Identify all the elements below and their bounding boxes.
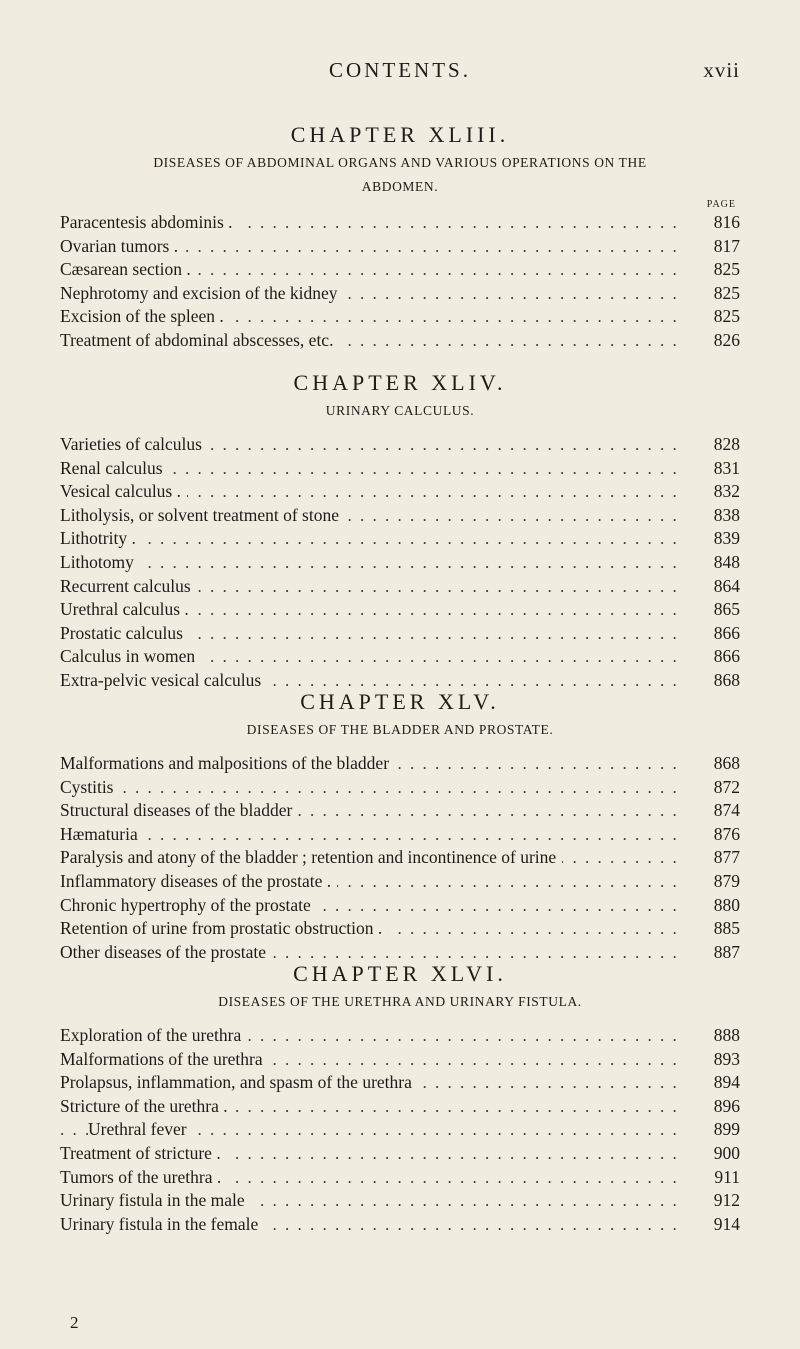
toc-entry-page: 864	[692, 575, 740, 599]
toc-entry-page: 914	[692, 1213, 740, 1237]
toc-entry[interactable]	[60, 329, 740, 353]
toc-entry-title: Vesical calculus .	[60, 481, 187, 501]
toc-entry[interactable]	[60, 1142, 740, 1166]
toc-entry-title: Cystitis	[60, 777, 120, 797]
toc-entry-title: Litholysis, or solvent treatment of stone	[60, 505, 345, 525]
toc-entry-page: 838	[692, 504, 740, 528]
toc-entry[interactable]	[60, 1071, 740, 1095]
toc-entry-title: Prostatic calculus	[60, 623, 189, 643]
toc-entry-page: 912	[692, 1189, 740, 1213]
toc-entry[interactable]	[60, 211, 740, 235]
toc-entry-title: Retention of urine from prostatic obstruction .	[60, 918, 388, 938]
signature-mark: 2	[70, 1313, 79, 1332]
toc-entry-page: 826	[692, 329, 740, 353]
toc-entry-page: 874	[692, 799, 740, 823]
toc-entry[interactable]	[60, 575, 740, 599]
toc-entry[interactable]	[60, 1095, 740, 1119]
toc-entry[interactable]	[60, 776, 740, 800]
toc-entry-title: Varieties of calculus	[60, 434, 208, 454]
chapter-section	[60, 958, 740, 1236]
running-head-title: CONTENTS.	[329, 58, 471, 82]
toc-entry-page: 872	[692, 776, 740, 800]
toc-entry[interactable]	[60, 527, 740, 551]
toc-entry-title: Chronic hypertrophy of the prostate	[60, 895, 317, 915]
toc-entry-title: Extra-pelvic vesical calculus	[60, 670, 267, 690]
toc-entry-page: 832	[692, 480, 740, 504]
toc-entry-title: Urinary fistula in the male	[60, 1190, 251, 1210]
toc-entry-title: Paralysis and atony of the bladder ; retention and incontinence of urine	[60, 847, 562, 867]
toc-entry-title: Other diseases of the prostate	[60, 942, 272, 962]
toc-entry-title: Cæsarean section .	[60, 259, 197, 279]
toc-entry-page: 868	[692, 752, 740, 776]
toc-entry-page: 911	[692, 1166, 740, 1190]
toc-entry-title: Lithotomy	[60, 552, 140, 572]
toc-entry-title: Urethral calculus .	[60, 599, 195, 619]
toc-entry-title: Ovarian tumors .	[60, 236, 184, 256]
toc-entry-title: Tumors of the urethra .	[60, 1167, 227, 1187]
toc-entry[interactable]	[60, 258, 740, 282]
chapter-title: CHAPTER XLVI.	[293, 961, 507, 986]
toc-entry-page: 831	[692, 457, 740, 481]
toc-entry[interactable]	[60, 799, 740, 823]
toc-entry[interactable]	[60, 622, 740, 646]
toc-entry[interactable]	[60, 645, 740, 669]
toc-entry-title: Hæmaturia	[60, 824, 144, 844]
toc-entry[interactable]	[60, 846, 740, 870]
toc-entry[interactable]	[60, 870, 740, 894]
toc-entry[interactable]	[60, 235, 740, 259]
toc-entry-title: Treatment of abdominal abscesses, etc.	[60, 330, 339, 350]
toc-entry-page: 825	[692, 258, 740, 282]
toc-entry[interactable]	[60, 433, 740, 457]
leader-dots	[60, 527, 686, 551]
toc-entry[interactable]	[60, 1166, 740, 1190]
toc-entry-title: Prolapsus, inflammation, and spasm of the urethra	[60, 1072, 418, 1092]
toc-entry[interactable]	[60, 282, 740, 306]
toc-entry[interactable]	[60, 305, 740, 329]
toc-entry-page: 887	[692, 941, 740, 965]
page-column-label: PAGE	[706, 199, 736, 210]
toc-entry-title: Urinary fistula in the female	[60, 1214, 264, 1234]
toc-entry[interactable]	[60, 504, 740, 528]
toc-entry[interactable]	[60, 598, 740, 622]
toc-entry-page: 866	[692, 645, 740, 669]
toc-entry-page: 876	[692, 823, 740, 847]
toc-entry-title: Urethral fever	[88, 1119, 193, 1139]
leader-dots	[60, 823, 686, 847]
chapter-subtitle: DISEASES OF THE BLADDER AND PROSTATE.	[246, 722, 554, 737]
toc-entry[interactable]	[60, 917, 740, 941]
toc-entry[interactable]	[60, 823, 740, 847]
toc-entry-page: 896	[692, 1095, 740, 1119]
toc-entry[interactable]	[60, 1048, 740, 1072]
toc-entry-page: 868	[692, 669, 740, 693]
toc-entry-page: 825	[692, 305, 740, 329]
toc-entry-page: 894	[692, 1071, 740, 1095]
chapter-subtitle: DISEASES OF THE URETHRA AND URINARY FISTULA.	[218, 994, 582, 1009]
toc-entry-page: 848	[692, 551, 740, 575]
toc-entry-page: 865	[692, 598, 740, 622]
toc-entry-page: 866	[692, 622, 740, 646]
toc-entry-page: 899	[692, 1118, 740, 1142]
toc-entry[interactable]	[60, 1118, 740, 1142]
toc-entry[interactable]	[60, 752, 740, 776]
toc-entry[interactable]	[60, 551, 740, 575]
chapter-section	[60, 686, 740, 964]
toc-entry-title: Renal calculus	[60, 458, 169, 478]
toc-entry-title: Treatment of stricture .	[60, 1143, 227, 1163]
chapter-title: CHAPTER XLV.	[300, 689, 500, 714]
toc-entry[interactable]	[60, 894, 740, 918]
toc-entry-page: 877	[692, 846, 740, 870]
chapter-subtitle: DISEASES OF ABDOMINAL ORGANS AND VARIOUS OPERATIONS ON THE	[153, 155, 647, 170]
chapter-subtitle: ABDOMEN.	[361, 179, 439, 194]
toc-entry-page: 888	[692, 1024, 740, 1048]
toc-entry-title: Inflammatory diseases of the prostate .	[60, 871, 337, 891]
toc-entry-title: Lithotrity .	[60, 528, 142, 548]
toc-entry[interactable]	[60, 457, 740, 481]
toc-entry-page: 839	[692, 527, 740, 551]
toc-entry-page: 900	[692, 1142, 740, 1166]
toc-entry-title: Paracentesis abdominis .	[60, 212, 239, 232]
toc-entry-page: 816	[692, 211, 740, 235]
toc-entry-title: Malformations of the urethra	[60, 1049, 269, 1069]
toc-entry-title: Calculus in women	[60, 646, 201, 666]
toc-entry-page: 825	[692, 282, 740, 306]
chapter-title: CHAPTER XLIV.	[293, 370, 507, 395]
toc-entry[interactable]	[60, 1189, 740, 1213]
toc-entry-title: Structural diseases of the bladder	[60, 800, 298, 820]
toc-entry-title: Malformations and malpositions of the bladder	[60, 753, 395, 773]
chapter-subtitle: URINARY CALCULUS.	[325, 403, 475, 418]
chapter-section	[60, 119, 740, 353]
toc-entry-title: Recurrent calculus	[60, 576, 197, 596]
chapter-section	[60, 367, 740, 693]
leader-dots	[60, 776, 686, 800]
toc-entry[interactable]	[60, 1024, 740, 1048]
toc-entry-page: 879	[692, 870, 740, 894]
toc-entry-page: 893	[692, 1048, 740, 1072]
running-head	[60, 58, 740, 88]
toc-entry-title: Stricture of the urethra .	[60, 1096, 234, 1116]
toc-entry-title: Excision of the spleen .	[60, 306, 230, 326]
toc-entry-title: Nephrotomy and excision of the kidney	[60, 283, 344, 303]
toc-entry-title: Exploration of the urethra	[60, 1025, 247, 1045]
toc-entry[interactable]	[60, 1213, 740, 1237]
page-number-roman: xvii	[703, 58, 740, 82]
toc-entry-page: 885	[692, 917, 740, 941]
toc-entry-page: 828	[692, 433, 740, 457]
leader-dots	[60, 551, 686, 575]
toc-entry-page: 880	[692, 894, 740, 918]
toc-entry-page: 817	[692, 235, 740, 259]
toc-entry[interactable]	[60, 480, 740, 504]
chapter-title: CHAPTER XLIII.	[290, 122, 510, 147]
